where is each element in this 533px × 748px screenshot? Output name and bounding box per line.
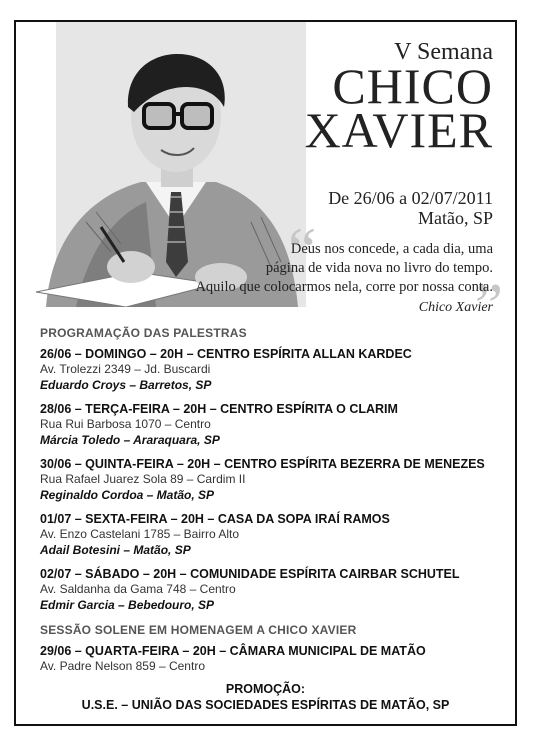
event-item-speaker: Edmir Garcia – Bebedouro, SP xyxy=(40,598,215,612)
promoter-footer xyxy=(16,681,515,713)
event-item-title: 26/06 – DOMINGO – 20H – CENTRO ESPÍRITA ALLAN KARDEC xyxy=(40,347,412,361)
promoter-org: U.S.E. – UNIÃO DAS SOCIEDADES ESPÍRITAS DE MATÃO, SP xyxy=(81,698,450,712)
event-item-speaker: Márcia Toledo – Araraquara, SP xyxy=(40,433,220,447)
lecture-program xyxy=(40,326,500,674)
event-item-speaker: Reginaldo Cordoa – Matão, SP xyxy=(40,488,215,502)
event-item-title: 02/07 – SÁBADO – 20H – COMUNIDADE ESPÍRITA CAIRBAR SCHUTEL xyxy=(40,567,460,581)
solemn-address: Av. Padre Nelson 859 – Centro xyxy=(40,659,205,673)
event-item xyxy=(40,566,500,613)
event-location: Matão, SP xyxy=(417,208,493,228)
event-item-address: Rua Rui Barbosa 1070 – Centro xyxy=(40,417,211,431)
event-dates-block xyxy=(328,188,493,228)
title-first-name: CHICO xyxy=(332,58,493,114)
event-dates: De 26/06 a 02/07/2011 xyxy=(328,188,493,208)
event-title xyxy=(293,39,493,158)
event-item xyxy=(40,511,500,558)
promoter-label: PROMOÇÃO: xyxy=(225,682,306,696)
close-quote-icon: ” xyxy=(474,270,503,341)
event-poster xyxy=(14,20,517,726)
event-item-title: 30/06 – QUINTA-FEIRA – 20H – CENTRO ESPÍRITA BEZERRA DE MENEZES xyxy=(40,457,485,471)
solemn-session xyxy=(40,623,500,674)
solemn-heading: SESSÃO SOLENE EM HOMENAGEM A CHICO XAVIER xyxy=(40,623,357,637)
event-item xyxy=(40,456,500,503)
event-item-speaker: Eduardo Croys – Barretos, SP xyxy=(40,378,212,392)
quote-line: Aquilo que colocarmos nela, corre por nossa conta. xyxy=(195,279,493,295)
event-item-address: Av. Saldanha da Gama 748 – Centro xyxy=(40,582,236,596)
quote-line: página de vida nova no livro do tempo. xyxy=(265,260,493,276)
title-last-name: XAVIER xyxy=(304,102,493,158)
event-item-address: Av. Trolezzi 2349 – Jd. Buscardi xyxy=(40,362,211,376)
event-item-title: 28/06 – TERÇA-FEIRA – 20H – CENTRO ESPÍRITA O CLARIM xyxy=(40,402,398,416)
event-item xyxy=(40,346,500,393)
open-quote-icon: “ xyxy=(288,214,317,285)
event-item xyxy=(40,401,500,448)
quote-line: Deus nos concede, a cada dia, uma xyxy=(290,241,493,257)
quote-text xyxy=(163,240,493,297)
edition-label: V Semana xyxy=(394,39,493,65)
program-heading: PROGRAMAÇÃO DAS PALESTRAS xyxy=(40,326,247,340)
event-item-title: 01/07 – SEXTA-FEIRA – 20H – CASA DA SOPA IRAÍ RAMOS xyxy=(40,512,390,526)
solemn-title: 29/06 – QUARTA-FEIRA – 20H – CÂMARA MUNICIPAL DE MATÃO xyxy=(40,644,426,658)
event-item-address: Rua Rafael Juarez Sola 89 – Cardim II xyxy=(40,472,246,486)
quote-author: Chico Xavier xyxy=(418,300,493,315)
event-item-address: Av. Enzo Castelani 1785 – Bairro Alto xyxy=(40,527,240,541)
event-item-speaker: Adail Botesini – Matão, SP xyxy=(40,543,191,557)
